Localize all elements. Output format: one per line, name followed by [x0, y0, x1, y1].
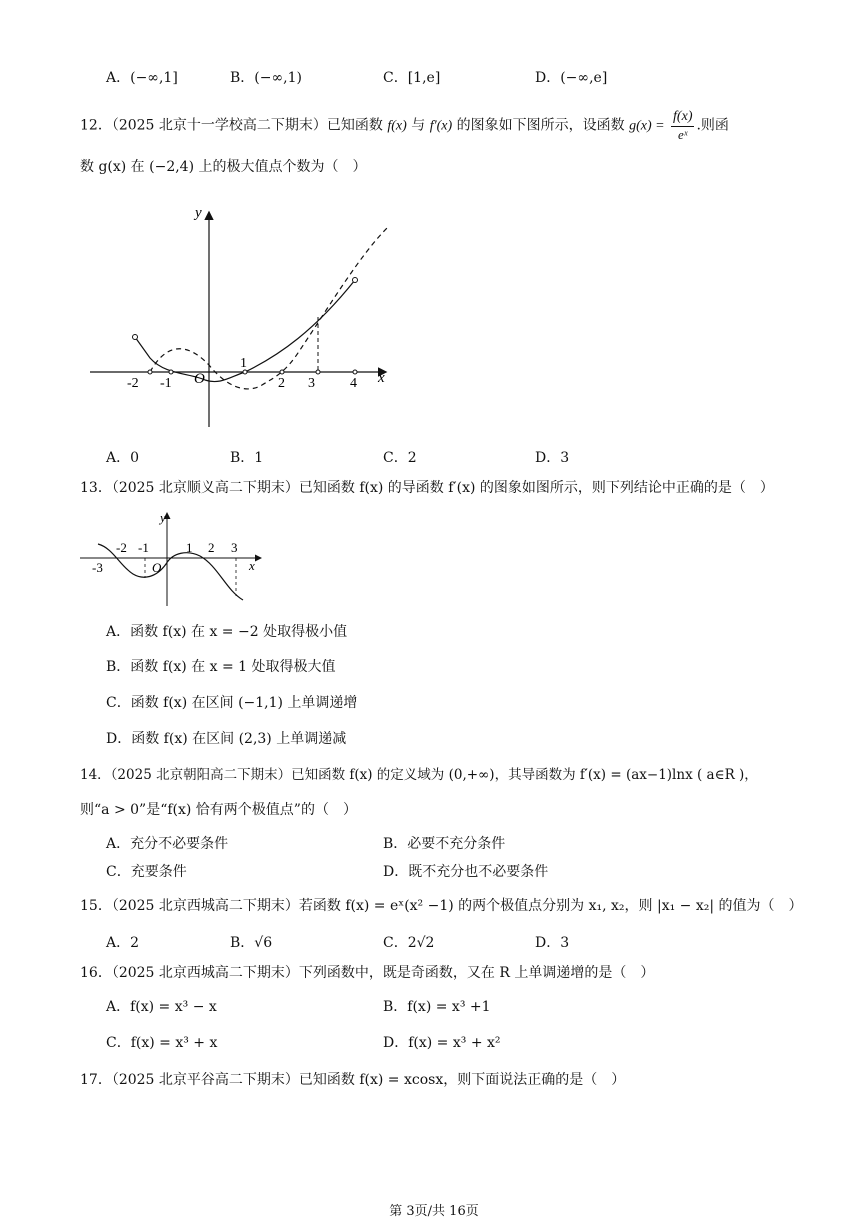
q12-stem-line2: 数 g(x) 在 (−2,4) 上的极大值点个数为（ ）: [80, 159, 367, 175]
q13-tick-2: 2: [208, 540, 215, 555]
q12-option-a: A．0: [106, 450, 140, 466]
q12-endpoint-left: [133, 335, 138, 340]
q14-stem-line2: 则“a > 0”是“f(x) 恰有两个极值点”的（ ）: [80, 802, 357, 818]
q13-tick-3: 3: [231, 540, 238, 555]
q15-stem: 15．（2025 北京西城高二下期末）若函数 f(x) = eˣ(x² −1) 的两个极值点分别为 x₁, x₂，则 |x₁ − x₂| 的值为（ ）: [80, 898, 803, 914]
q13-tick-1: 1: [186, 540, 193, 555]
q15-option-c: C．2√2: [383, 935, 435, 951]
q12-tick-3: 3: [308, 376, 315, 391]
q13-tick-neg2: -2: [116, 540, 127, 555]
q12-tick-4: 4: [350, 376, 357, 391]
q15-option-d: D．3: [535, 935, 570, 951]
page-footer: 第 3页/共 16页: [389, 1204, 479, 1219]
q13-option-c: C．函数 f(x) 在区间 (−1,1) 上单调递增: [106, 695, 358, 711]
q13-tick-neg1: -1: [138, 540, 149, 555]
q12-tick-1: 1: [240, 356, 247, 371]
q11-option-d: D．(−∞,e]: [535, 70, 608, 86]
q12-label-x: x: [378, 370, 385, 386]
q13-stem: 13．（2025 北京顺义高二下期末）已知函数 f(x) 的导函数 f′(x) 的图象如图所示，则下列结论中正确的是（ ）: [80, 480, 774, 496]
q12-stem-line1: 12．（2025 北京十一学校高二下期末）已知函数 f(x) 与 f′(x) 的图象如下图所示，设函数 g(x) = $\frac{f(x)}{\text{eˣ}}$ .则函: [80, 109, 729, 142]
q12-tick-neg1: -1: [160, 376, 172, 391]
q17-stem: 17．（2025 北京平谷高二下期末）已知函数 f(x) = xcosx，则下面说法正确的是（ ）: [80, 1072, 626, 1088]
q12-fraction: $\frac{f(x)}{\text{eˣ}}$: [673, 109, 693, 142]
q13-tick-neg3: -3: [92, 560, 103, 575]
q16-stem: 16．（2025 北京西城高二下期末）下列函数中，既是奇函数，又在 R 上单调递增的是（ ）: [80, 965, 655, 981]
q12-tick-2: 2: [278, 376, 285, 391]
q12-curve-fprime: [150, 227, 388, 389]
q12-option-d: D．3: [535, 450, 570, 466]
q12-label-origin: O: [194, 371, 205, 387]
q14-option-c: C．充要条件: [106, 864, 187, 880]
q12-graph: [80, 195, 400, 435]
q13-option-d: D．函数 f(x) 在区间 (2,3) 上单调递减: [106, 731, 347, 747]
q16-option-c: C．f(x) = x³ + x: [106, 1035, 218, 1051]
q15-option-b: B．√6: [230, 935, 273, 951]
q12-option-c: C．2: [383, 450, 417, 466]
q16-option-a: A．f(x) = x³ − x: [106, 999, 217, 1015]
q12-tick-neg2: -2: [127, 376, 139, 391]
q11-option-a: A．(−∞,1]: [106, 70, 178, 86]
q13-option-a: A．函数 f(x) 在 x = −2 处取得极小值: [106, 624, 348, 640]
q12-endpoint-right: [353, 278, 358, 283]
q11-option-c: C．[1,e]: [383, 70, 441, 86]
q11-option-b: B．(−∞,1): [230, 70, 302, 86]
q13-label-y: y: [160, 510, 166, 525]
q14-option-d: D．既不充分也不必要条件: [383, 864, 549, 880]
q16-option-d: D．f(x) = x³ + x²: [383, 1035, 501, 1051]
q14-option-b: B．必要不充分条件: [383, 836, 506, 852]
q13-label-x: x: [249, 558, 255, 573]
q16-option-b: B．f(x) = x³ +1: [383, 999, 491, 1015]
q12-label-y: y: [195, 205, 202, 221]
q13-option-b: B．函数 f(x) 在 x = 1 处取得极大值: [106, 659, 336, 675]
q13-label-origin: O: [152, 560, 162, 575]
q12-option-b: B．1: [230, 450, 264, 466]
q14-stem-line1: 14．（2025 北京朝阳高二下期末）已知函数 f(x) 的定义域为 (0,+∞)，其导函数为 f′(x) = (ax−1)lnx ( a∈R )，: [80, 767, 758, 783]
q15-option-a: A．2: [106, 935, 140, 951]
q14-option-a: A．充分不必要条件: [106, 836, 229, 852]
q13-graph: [78, 508, 268, 608]
